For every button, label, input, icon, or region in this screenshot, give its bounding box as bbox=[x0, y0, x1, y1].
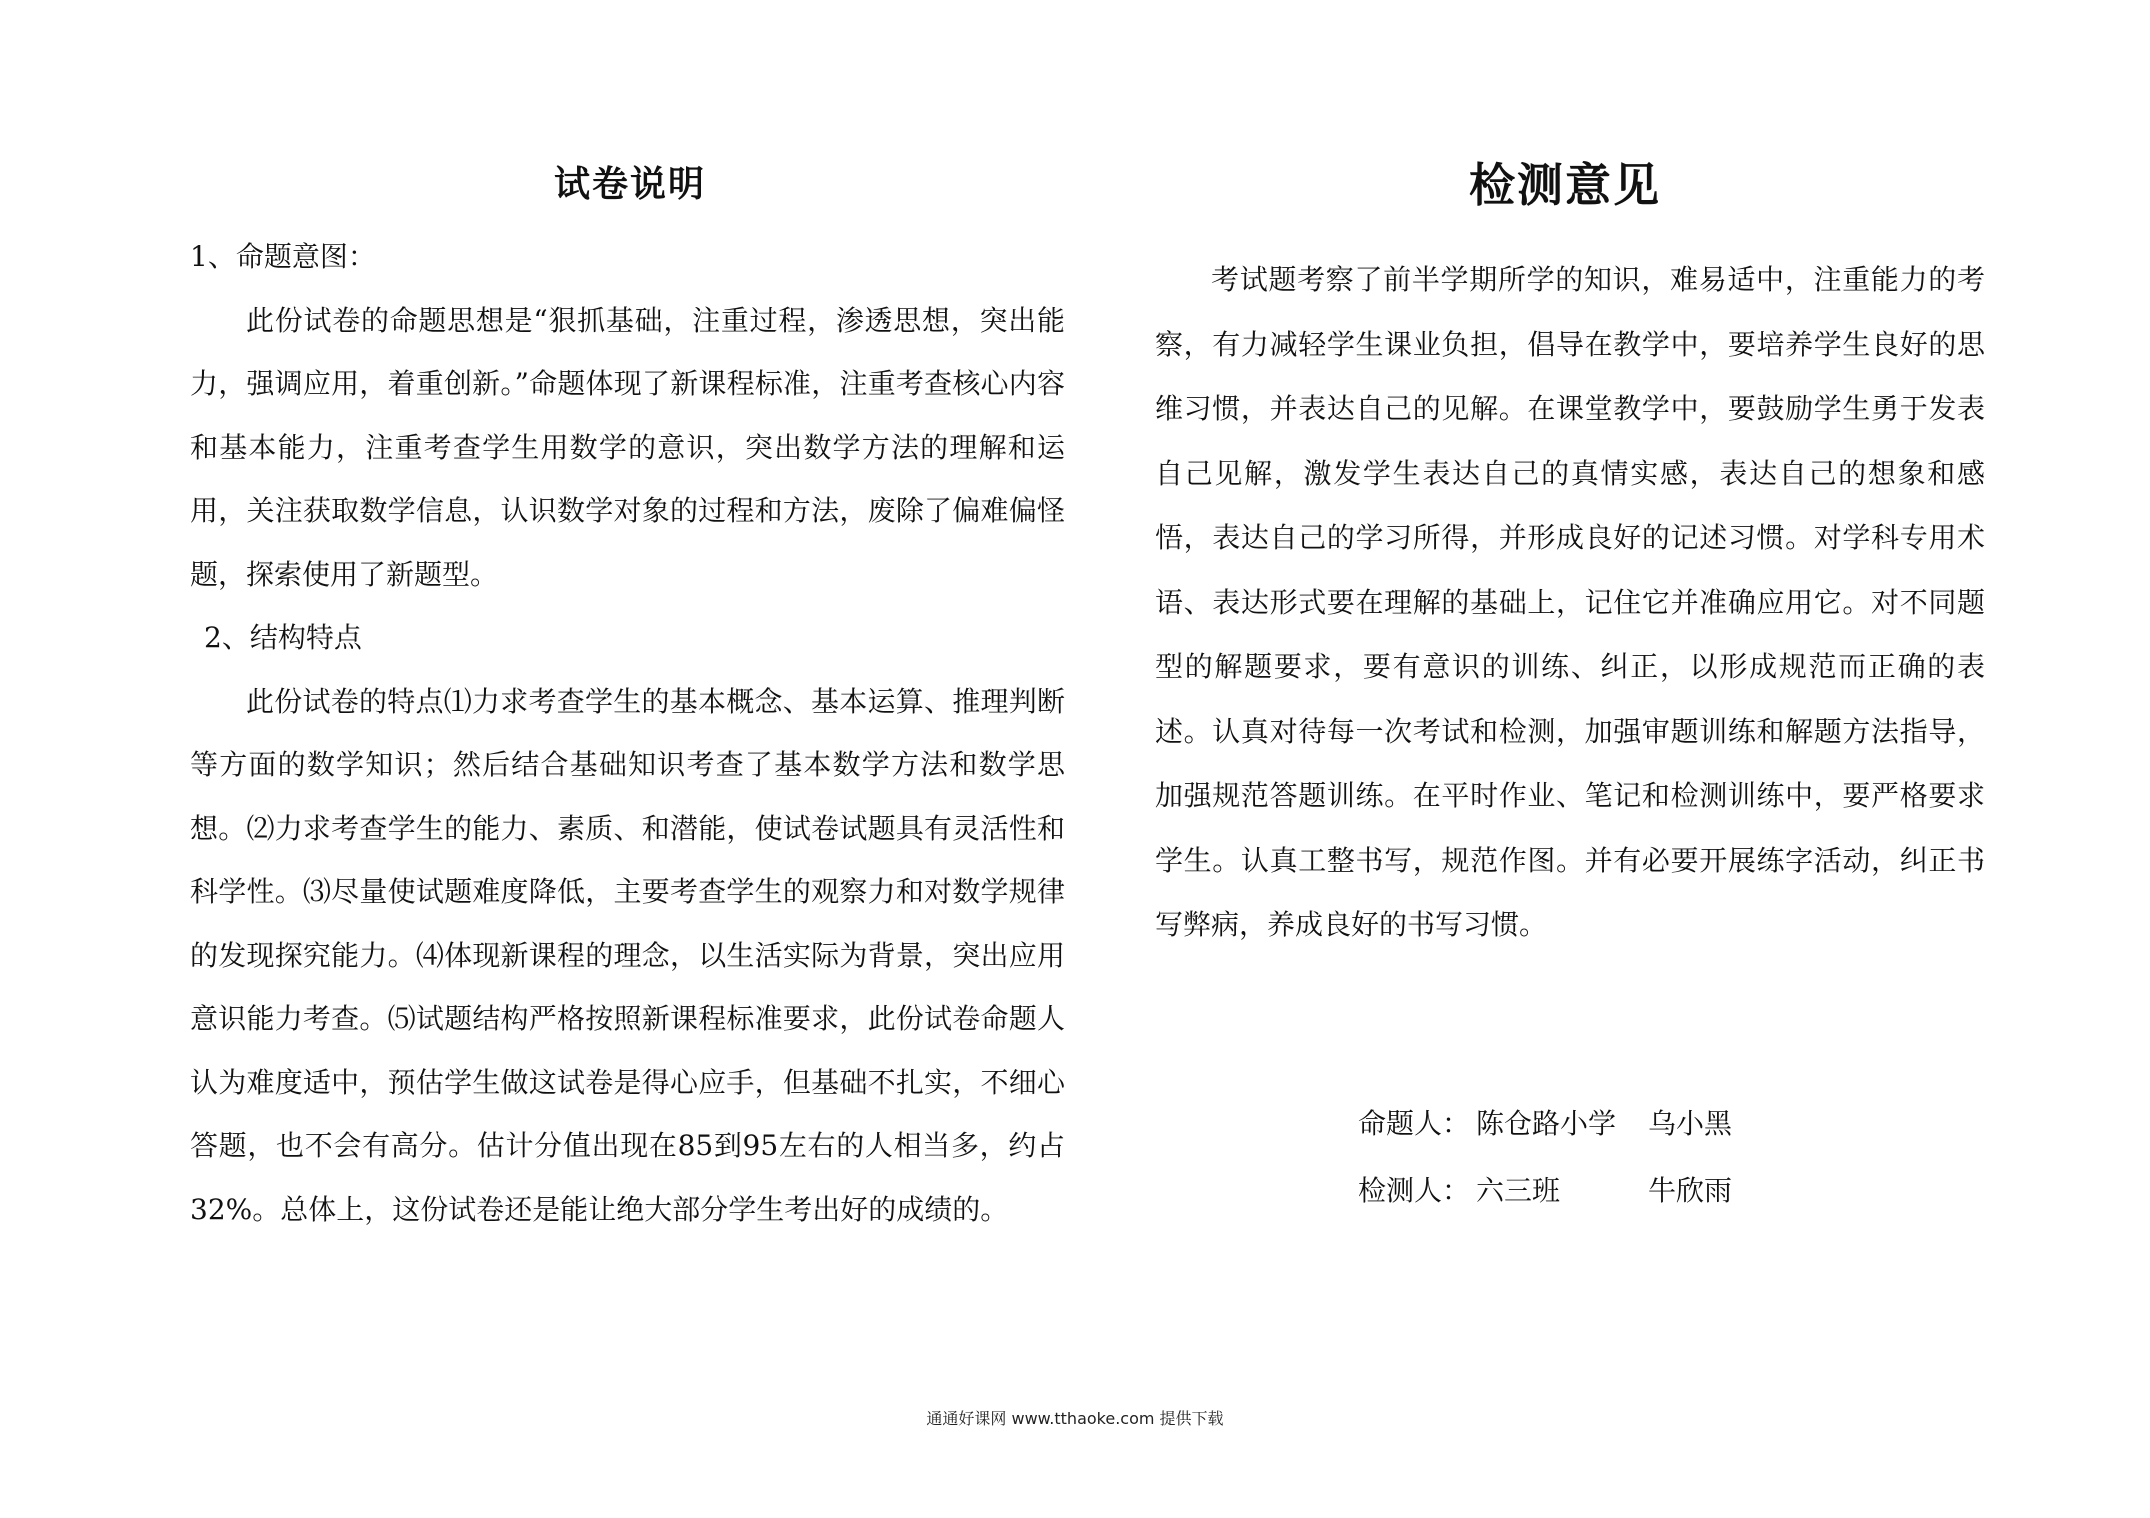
signature-name: 牛欣雨 bbox=[1648, 1174, 1733, 1207]
section-heading-proposition-intent: 1、命题意图： bbox=[190, 240, 376, 273]
left-page-title: 试卷说明 bbox=[553, 164, 706, 205]
signature-label: 命题人： bbox=[1358, 1107, 1471, 1140]
section-heading-structure-features: 2、结构特点 bbox=[204, 621, 362, 654]
right-page-title: 检测意见 bbox=[1469, 158, 1661, 212]
structure-features-paragraph: 此份试卷的特点⑴力求考查学生的基本概念、基本运算、推理判断等方面的数学知识；然后结合基础知识考查了基本数学方法和数学思想。⑵力求考查学生的能力、素质、和潜能，使试卷试题具有灵活性和科学性。⑶尽量使试题难度降低，主要考查学生的观察力和对数学规律的发现探究能力。⑷体现新课程的理念，以生活实际为背景，突出应用意识能力考查。⑸试题结构严格按照新课程标准要求，此份试卷命题人认为难度适中，预估学生做这试卷是得心应手，但基础不扎实，不细心答题，也不会有高分。估计分值出现在85到95左右的人相当多，约占32%。总体上，这份试卷还是能让绝大部分学生考出好的成绩的。 bbox=[190, 684, 1065, 1226]
proposition-intent-paragraph: 此份试卷的命题思想是“狠抓基础，注重过程，渗透思想，突出能力，强调应用，着重创新。”命题体现了新课程标准，注重考查核心内容和基本能力，注重考查学生用数学的意识，突出数学方法的理解和运用，关注获取数学信息，认识数学对象的过程和方法，废除了偏难偏怪题，探索使用了新题型。 bbox=[190, 303, 1065, 591]
signature-label: 检测人： bbox=[1358, 1174, 1471, 1207]
footer-download-notice: 通通好课网 www.tthaoke.com 提供下载 bbox=[926, 1409, 1224, 1428]
right-column bbox=[1155, 248, 1985, 958]
signature-row-reviewer bbox=[1358, 1171, 1732, 1211]
signature-school: 陈仓路小学 bbox=[1476, 1107, 1617, 1140]
signature-name: 乌小黑 bbox=[1648, 1107, 1733, 1140]
left-column bbox=[190, 225, 1065, 1241]
signature-class: 六三班 bbox=[1476, 1174, 1561, 1207]
signature-row-proposer bbox=[1358, 1104, 1732, 1144]
review-opinion-paragraph: 考试题考察了前半学期所学的知识，难易适中，注重能力的考察，有力减轻学生课业负担，倡导在教学中，要培养学生良好的思维习惯，并表达自己的见解。在课堂教学中，要鼓励学生勇于发表自己见解，激发学生表达自己的真情实感，表达自己的想象和感悟，表达自己的学习所得，并形成良好的记述习惯。对学科专用术语、表达形式要在理解的基础上，记住它并准确应用它。对不同题型的解题要求，要有意识的训练、纠正，以形成规范而正确的表述。认真对待每一次考试和检测，加强审题训练和解题方法指导，加强规范答题训练。在平时作业、笔记和检测训练中，要严格要求学生。认真工整书写，规范作图。并有必要开展练字活动，纠正书写弊病，养成良好的书写习惯。 bbox=[1155, 263, 1985, 941]
